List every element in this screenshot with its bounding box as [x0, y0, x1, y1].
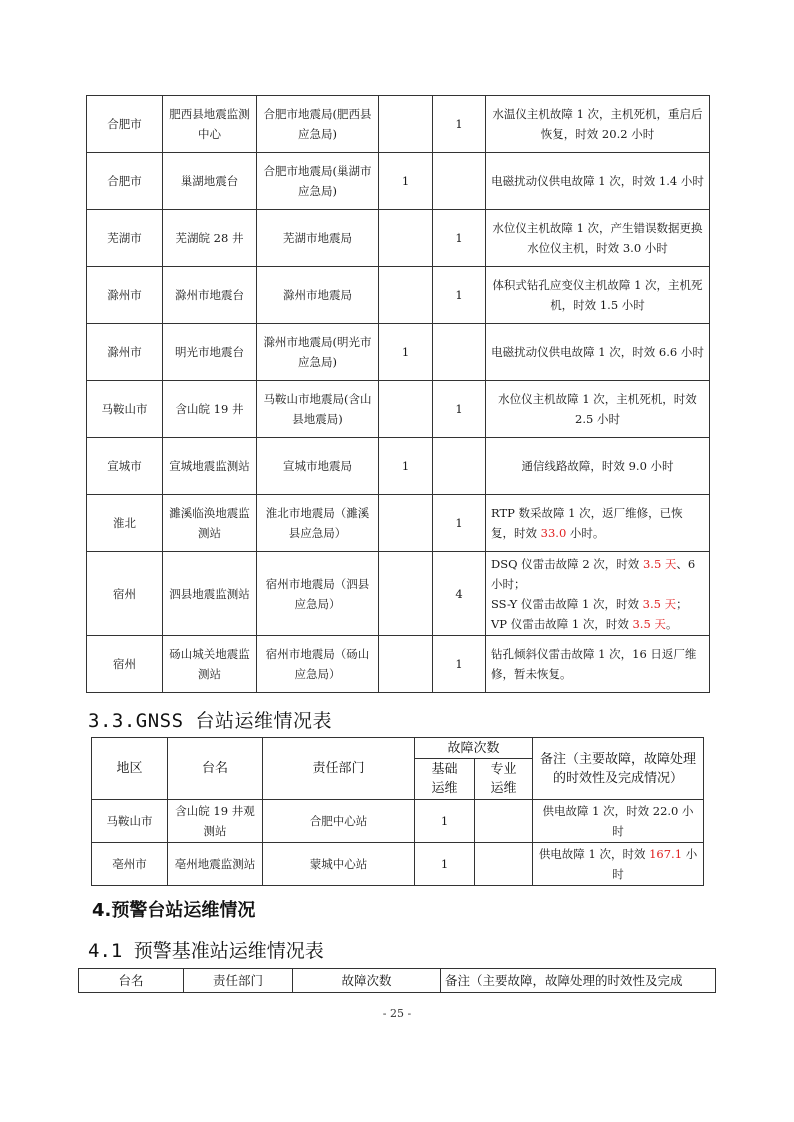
pro-count-cell: 1: [433, 381, 486, 438]
region-cell: 马鞍山市: [87, 381, 163, 438]
department-cell: 宣城市地震局: [257, 438, 379, 495]
note-text: 体积式钻孔应变仪主机故障 1 次，主机死机，时效 1.5 小时: [492, 278, 703, 312]
department-cell: 合肥市地震局(巢湖市应急局): [257, 153, 379, 210]
pro-count-cell: [433, 153, 486, 210]
header-department: 责任部门: [263, 738, 415, 800]
station-cell: 泗县地震监测站: [163, 552, 257, 636]
table-row: [87, 495, 710, 552]
region-cell: 宿州: [87, 552, 163, 636]
note-text: SS-Y 仪雷击故障 1 次，时效: [491, 596, 643, 611]
table-row: [87, 324, 710, 381]
note-cell: [486, 636, 710, 693]
highlighted-duration: 167.1: [649, 847, 683, 861]
highlighted-duration: 33.0: [540, 526, 567, 540]
basic-count-cell: 1: [379, 153, 433, 210]
region-cell: 淮北: [87, 495, 163, 552]
section-4-1-heading: 4.1 预警基准站运维情况表: [88, 940, 324, 962]
pro-count-cell: [433, 324, 486, 381]
pro-count-cell: 1: [433, 96, 486, 153]
department-cell: 合肥市地震局(肥西县应急局): [257, 96, 379, 153]
note-cell: [486, 324, 710, 381]
region-cell: 滁州市: [87, 324, 163, 381]
table-row: [87, 153, 710, 210]
note-text: 电磁扰动仪供电故障 1 次，时效 6.6 小时: [491, 345, 704, 359]
note-text: 水温仪主机故障 1 次，主机死机，重启后恢复，时效 20.2 小时: [492, 107, 703, 141]
department-cell: 合肥中心站: [263, 800, 415, 843]
region-cell: 宿州: [87, 636, 163, 693]
station-cell: 亳州地震监测站: [168, 843, 263, 886]
table-row: [92, 843, 704, 886]
region-cell: 马鞍山市: [92, 800, 168, 843]
header-note: 备注（主要故障，故障处理的时效性及完成: [441, 969, 716, 993]
table-row: [87, 210, 710, 267]
note-text: VP 仪雷击故障 1 次，时效: [491, 616, 633, 631]
note-text: DSQ 仪雷击故障 2 次，时效: [491, 556, 643, 571]
region-cell: 亳州市: [92, 843, 168, 886]
header-basic-maintenance: 基础运维: [415, 759, 475, 800]
department-cell: 滁州市地震局(明光市应急局): [257, 324, 379, 381]
table-row: [87, 438, 710, 495]
note-cell: [486, 381, 710, 438]
pro-count-cell: 1: [433, 267, 486, 324]
page-number: - 25 -: [382, 1007, 412, 1020]
table-row: [87, 381, 710, 438]
header-region: 地区: [92, 738, 168, 800]
region-cell: 合肥市: [87, 153, 163, 210]
header-station: 台名: [79, 969, 184, 993]
basic-count-cell: [379, 636, 433, 693]
note-text: 水位仪主机故障 1 次，产生错误数据更换水位仪主机，时效 3.0 小时: [492, 221, 703, 255]
station-cell: 濉溪临涣地震监测站: [163, 495, 257, 552]
table-row: [87, 552, 710, 636]
department-cell: 芜湖市地震局: [257, 210, 379, 267]
note-text: 钻孔倾斜仪雷击故障 1 次，16 日返厂维修，暂未恢复。: [491, 647, 697, 681]
table-row: [87, 636, 710, 693]
region-cell: 宣城市: [87, 438, 163, 495]
note-cell: [486, 495, 710, 552]
station-cell: 明光市地震台: [163, 324, 257, 381]
station-cell: 宣城地震监测站: [163, 438, 257, 495]
basic-count-cell: 1: [415, 800, 475, 843]
basic-count-cell: 1: [415, 843, 475, 886]
note-text: 通信线路故障，时效 9.0 小时: [521, 459, 674, 473]
department-cell: 蒙城中心站: [263, 843, 415, 886]
basic-count-cell: [379, 267, 433, 324]
note-cell: [486, 96, 710, 153]
gnss-station-maintenance-table: [91, 737, 704, 886]
pro-count-cell: 1: [433, 210, 486, 267]
note-cell: [486, 210, 710, 267]
region-cell: 滁州市: [87, 267, 163, 324]
note-text: 供电故障 1 次，时效: [538, 847, 650, 861]
note-text: 、6 小时；: [491, 556, 696, 591]
basic-count-cell: [379, 210, 433, 267]
station-cell: 滁州市地震台: [163, 267, 257, 324]
pro-count-cell: 1: [433, 495, 486, 552]
basic-count-cell: [379, 552, 433, 636]
note-text: 小时。: [566, 526, 605, 540]
note-cell: [533, 843, 704, 886]
seismic-station-maintenance-table-continued: [86, 95, 710, 693]
note-cell: [486, 552, 710, 636]
pro-count-cell: [475, 800, 533, 843]
table-row: [87, 96, 710, 153]
station-cell: 巢湖地震台: [163, 153, 257, 210]
pro-count-cell: 1: [433, 636, 486, 693]
header-fault-count: 故障次数: [293, 969, 441, 993]
note-cell: [486, 153, 710, 210]
pro-count-cell: [475, 843, 533, 886]
station-cell: 含山皖 19 井: [163, 381, 257, 438]
header-station: 台名: [168, 738, 263, 800]
department-cell: 滁州市地震局: [257, 267, 379, 324]
header-fault-count: 故障次数: [415, 738, 533, 759]
note-cell: [486, 267, 710, 324]
department-cell: 淮北市地震局（濉溪县应急局）: [257, 495, 379, 552]
station-cell: 砀山城关地震监测站: [163, 636, 257, 693]
note-cell: [533, 800, 704, 843]
section-3-3-heading: 3.3.GNSS 台站运维情况表: [88, 710, 332, 732]
basic-count-cell: 1: [379, 438, 433, 495]
region-cell: 合肥市: [87, 96, 163, 153]
note-text: RTP 数采故障 1 次，返厂维修，已恢复，时效: [491, 506, 683, 540]
note-cell: [486, 438, 710, 495]
pro-count-cell: [433, 438, 486, 495]
highlighted-duration: 3.5 天: [642, 556, 677, 571]
station-cell: 芜湖皖 28 井: [163, 210, 257, 267]
note-text: 水位仪主机故障 1 次，主机死机，时效 2.5 小时: [498, 392, 697, 426]
basic-count-cell: 1: [379, 324, 433, 381]
department-cell: 宿州市地震局（砀山应急局）: [257, 636, 379, 693]
department-cell: 马鞍山市地震局(含山县地震局): [257, 381, 379, 438]
pro-count-cell: 4: [433, 552, 486, 636]
header-note: 备注（主要故障，故障处理的时效性及完成情况）: [533, 738, 704, 800]
department-cell: 宿州市地震局（泗县应急局）: [257, 552, 379, 636]
table-row: [87, 267, 710, 324]
header-pro-maintenance: 专业运维: [475, 759, 533, 800]
note-text: ；: [676, 596, 688, 611]
warning-base-station-table: [78, 968, 716, 993]
highlighted-duration: 3.5 天: [642, 596, 677, 611]
header-department: 责任部门: [184, 969, 293, 993]
basic-count-cell: [379, 381, 433, 438]
note-text: 电磁扰动仪供电故障 1 次，时效 1.4 小时: [491, 174, 704, 188]
basic-count-cell: [379, 96, 433, 153]
note-text: 小时: [612, 847, 698, 881]
table-row: [92, 800, 704, 843]
station-cell: 肥西县地震监测中心: [163, 96, 257, 153]
station-cell: 含山皖 19 井观测站: [168, 800, 263, 843]
region-cell: 芜湖市: [87, 210, 163, 267]
note-text: 。: [665, 616, 678, 631]
highlighted-duration: 3.5 天: [632, 616, 666, 631]
basic-count-cell: [379, 495, 433, 552]
note-text: 供电故障 1 次，时效 22.0 小时: [542, 804, 694, 838]
section-4-heading: 4.预警台站运维情况: [92, 900, 256, 921]
